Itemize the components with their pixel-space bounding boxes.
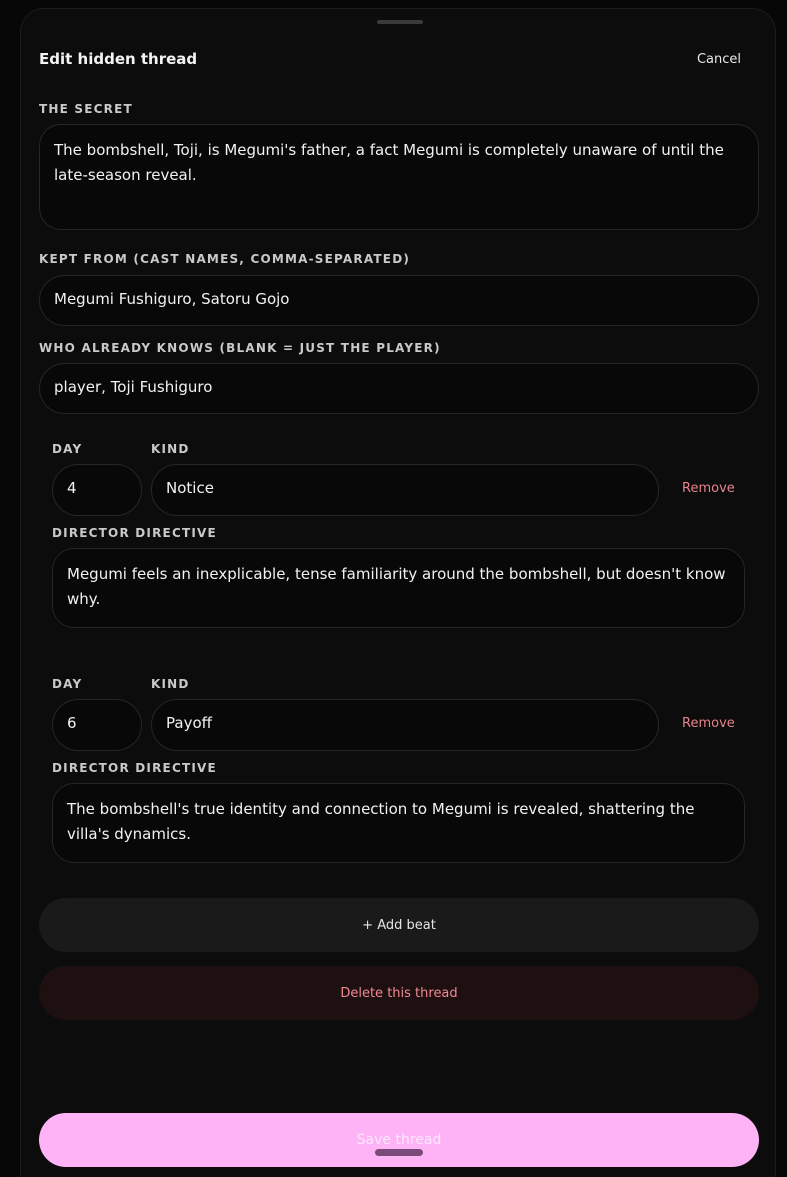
day-label: DAY	[52, 677, 83, 691]
sheet-title: Edit hidden thread	[39, 50, 198, 68]
kind-label: KIND	[151, 442, 190, 456]
day-input[interactable]: 6	[52, 699, 142, 751]
day-label: DAY	[52, 442, 83, 456]
secret-label: THE SECRET	[39, 102, 133, 116]
kind-select[interactable]: Payoff	[151, 699, 659, 751]
kept-from-label: KEPT FROM (CAST NAMES, COMMA-SEPARATED)	[39, 252, 411, 266]
add-beat-button[interactable]: + Add beat	[39, 898, 759, 952]
cancel-button[interactable]: Cancel	[696, 52, 741, 67]
directive-textarea[interactable]: The bombshell's true identity and connection to Megumi is revealed, shattering the villa's dynamics.	[52, 783, 745, 863]
day-input[interactable]: 4	[52, 464, 142, 516]
kind-label: KIND	[151, 677, 190, 691]
directive-label: DIRECTOR DIRECTIVE	[52, 526, 217, 540]
directive-label: DIRECTOR DIRECTIVE	[52, 761, 217, 775]
remove-beat-button[interactable]: Remove	[682, 716, 735, 731]
kept-from-input[interactable]: Megumi Fushiguro, Satoru Gojo	[39, 275, 759, 326]
who-knows-input[interactable]: player, Toji Fushiguro	[39, 363, 759, 414]
remove-beat-button[interactable]: Remove	[682, 481, 735, 496]
save-thread-button[interactable]: Save thread	[39, 1113, 759, 1167]
beat-card	[39, 669, 759, 869]
drag-handle[interactable]	[377, 20, 423, 24]
edit-thread-sheet	[20, 8, 776, 1177]
beat-card	[39, 434, 759, 634]
who-knows-label: WHO ALREADY KNOWS (BLANK = JUST THE PLAYER)	[39, 341, 441, 355]
delete-thread-button[interactable]: Delete this thread	[39, 966, 759, 1020]
directive-textarea[interactable]: Megumi feels an inexplicable, tense familiarity around the bombshell, but doesn't know why.	[52, 548, 745, 628]
home-indicator	[375, 1149, 423, 1156]
secret-textarea[interactable]: The bombshell, Toji, is Megumi's father, a fact Megumi is completely unaware of until the late-season reveal.	[39, 124, 759, 230]
kind-select[interactable]: Notice	[151, 464, 659, 516]
